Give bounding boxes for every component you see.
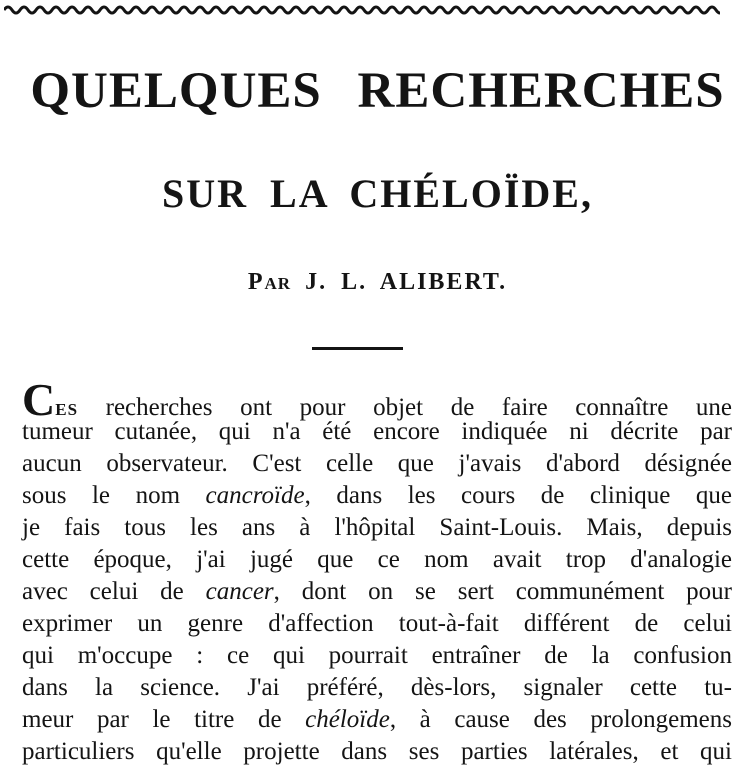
text-line	[22, 480, 732, 512]
text-line	[22, 416, 732, 448]
text-run: cette époque, j'ai jugé que ce nom avait trop d'analogie	[22, 546, 732, 573]
author-prefix-cap: P	[247, 269, 265, 295]
body-paragraph	[22, 374, 733, 768]
author-name: J. L. ALIBERT.	[291, 269, 508, 295]
text-run: tumeur cutanée, qui n'a été encore indiquée ni décrite par	[22, 418, 732, 445]
text-run: qui m'occupe : ce qui pourrait entraîner de la confusion	[22, 642, 732, 669]
text-line	[22, 374, 732, 425]
text-line	[22, 576, 732, 608]
text-line	[22, 736, 732, 768]
top-ornamental-rule	[4, 2, 720, 18]
text-run: , à cause des prolongemens	[389, 706, 733, 733]
author-prefix-rest: AR	[264, 274, 292, 293]
text-run: recherches ont pour objet de faire connaître une	[78, 394, 732, 421]
text-run: exprimer un genre d'affection tout-à-fait différent de celui	[22, 610, 732, 637]
text-run: je fais tous les ans à l'hôpital Saint-Louis. Mais, depuis	[22, 514, 732, 541]
text-line	[22, 544, 732, 576]
text-line	[22, 672, 732, 704]
italic-term: chéloïde	[305, 706, 390, 733]
text-run: aucun observateur. C'est celle que j'avais d'abord désignée	[22, 450, 732, 477]
text-line	[22, 704, 732, 736]
text-line	[22, 640, 732, 672]
text-run: dans la science. J'ai préféré, dès-lors, signaler cette tu-	[22, 674, 732, 701]
drop-cap-tail: ES	[55, 400, 79, 419]
drop-cap: C	[22, 374, 56, 425]
text-line	[22, 512, 732, 544]
text-run: sous le nom	[22, 482, 206, 509]
text-run: meur par le titre de	[22, 706, 306, 733]
text-run: avec celui de	[22, 578, 206, 605]
page-subtitle: SUR LA CHÉLOÏDE,	[162, 171, 593, 216]
text-run: particuliers qu'elle projette dans ses parties latérales, et qui	[22, 738, 732, 765]
italic-term: cancroïde	[205, 482, 305, 509]
text-run: , dans les cours de clinique que	[304, 482, 732, 509]
italic-term: cancer	[205, 578, 274, 605]
text-run: , dont on se sert communément pour	[273, 578, 733, 605]
text-line	[22, 448, 732, 480]
section-divider	[312, 347, 403, 350]
text-line	[22, 608, 732, 640]
author-line	[0, 268, 755, 297]
page-title: QUELQUES RECHERCHES	[30, 63, 725, 119]
